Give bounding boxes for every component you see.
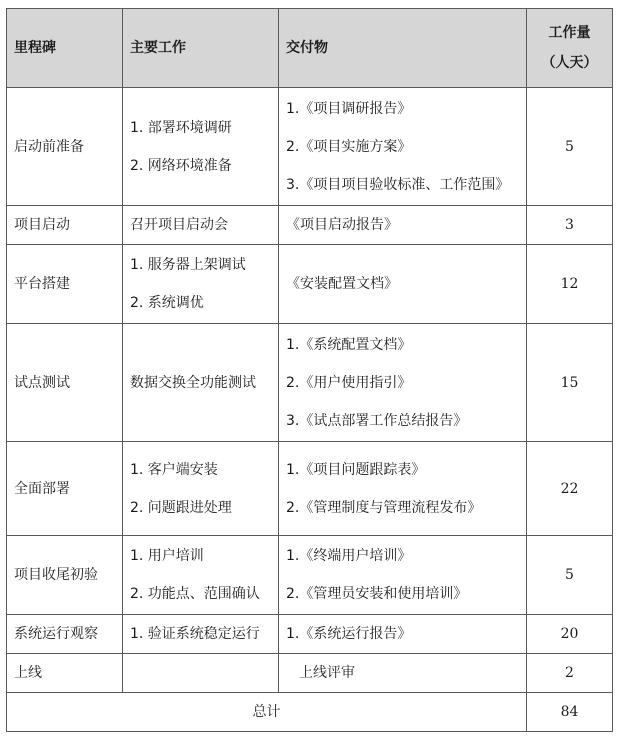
days-cell: 5 bbox=[527, 536, 613, 615]
project-plan-table bbox=[6, 8, 613, 732]
deliverable-cell bbox=[279, 206, 527, 245]
deliverable-cell bbox=[279, 324, 527, 442]
table-row bbox=[7, 324, 613, 442]
work-item: 2. 系统调优 bbox=[130, 295, 204, 311]
milestone-cell: 项目收尾初验 bbox=[7, 536, 123, 615]
deliverable-item: 2.《管理员安装和使用培训》 bbox=[286, 586, 468, 602]
work-item: 1. 用户培训 bbox=[130, 548, 204, 564]
milestone-cell: 试点测试 bbox=[7, 324, 123, 442]
work-cell bbox=[123, 442, 279, 536]
work-item: 2. 网络环境准备 bbox=[130, 157, 232, 174]
deliverable-item: 1.《系统配置文档》 bbox=[286, 336, 412, 353]
deliverable-cell bbox=[279, 245, 527, 324]
work-cell bbox=[123, 245, 279, 324]
total-label: 总计 bbox=[7, 693, 527, 732]
total-days: 84 bbox=[527, 693, 613, 732]
days-cell: 12 bbox=[527, 245, 613, 324]
deliverable-cell bbox=[279, 442, 527, 536]
milestone-cell: 项目启动 bbox=[7, 206, 123, 245]
days-cell: 22 bbox=[527, 442, 613, 536]
deliverable-item: 1.《项目问题跟踪表》 bbox=[286, 461, 426, 478]
deliverable-item: 1.《系统运行报告》 bbox=[286, 626, 412, 642]
deliverable-item: 1.《项目调研报告》 bbox=[286, 100, 412, 117]
days-cell: 2 bbox=[527, 654, 613, 693]
deliverable-item: 2.《管理制度与管理流程发布》 bbox=[286, 499, 482, 516]
work-item: 1. 客户端安装 bbox=[130, 461, 218, 478]
work-item: 2. 问题跟进处理 bbox=[130, 499, 232, 516]
days-cell: 3 bbox=[527, 206, 613, 245]
work-item: 1. 部署环境调研 bbox=[130, 119, 232, 136]
deliverable-item: 3.《试点部署工作总结报告》 bbox=[286, 412, 468, 429]
deliverable-item: 2.《用户使用指引》 bbox=[286, 374, 412, 391]
milestone-cell: 上线 bbox=[7, 654, 123, 693]
deliverable-cell bbox=[279, 615, 527, 654]
milestone-cell: 系统运行观察 bbox=[7, 615, 123, 654]
table-row bbox=[7, 615, 613, 654]
deliverable-item: 1.《终端用户培训》 bbox=[286, 548, 412, 564]
work-item: 1. 验证系统稳定运行 bbox=[130, 626, 260, 642]
work-cell bbox=[123, 88, 279, 206]
deliverable-item: 上线评审 bbox=[299, 665, 355, 681]
header-workload-title: 工作量 bbox=[548, 25, 591, 41]
deliverable-item: 2.《项目实施方案》 bbox=[286, 138, 412, 155]
header-row bbox=[7, 9, 613, 88]
work-cell bbox=[123, 206, 279, 245]
days-cell: 15 bbox=[527, 324, 613, 442]
work-cell bbox=[123, 615, 279, 654]
milestone-cell: 启动前准备 bbox=[7, 88, 123, 206]
table-row bbox=[7, 245, 613, 324]
days-cell: 20 bbox=[527, 615, 613, 654]
milestone-cell: 平台搭建 bbox=[7, 245, 123, 324]
days-cell: 5 bbox=[527, 88, 613, 206]
total-row bbox=[7, 693, 613, 732]
deliverable-cell bbox=[279, 654, 527, 693]
table-row bbox=[7, 442, 613, 536]
table-row bbox=[7, 536, 613, 615]
table-row bbox=[7, 88, 613, 206]
work-item: 1. 服务器上架调试 bbox=[130, 257, 246, 273]
work-item: 2. 功能点、范围确认 bbox=[130, 586, 260, 602]
work-item: 召开项目启动会 bbox=[130, 217, 228, 233]
work-cell bbox=[123, 324, 279, 442]
header-deliverable: 交付物 bbox=[279, 9, 527, 88]
work-item: 数据交换全功能测试 bbox=[130, 374, 256, 391]
milestone-cell: 全面部署 bbox=[7, 442, 123, 536]
work-cell bbox=[123, 654, 279, 693]
table-row bbox=[7, 654, 613, 693]
deliverable-item: 3.《项目项目验收标准、工作范围》 bbox=[286, 176, 510, 193]
header-milestone: 里程碑 bbox=[7, 9, 123, 88]
deliverable-item: 《项目启动报告》 bbox=[286, 217, 398, 233]
deliverable-cell bbox=[279, 88, 527, 206]
table-row bbox=[7, 206, 613, 245]
header-workload-unit: （人天） bbox=[541, 55, 598, 71]
header-workload bbox=[527, 9, 613, 88]
header-work: 主要工作 bbox=[123, 9, 279, 88]
deliverable-cell bbox=[279, 536, 527, 615]
work-cell bbox=[123, 536, 279, 615]
deliverable-item: 《安装配置文档》 bbox=[286, 276, 398, 292]
